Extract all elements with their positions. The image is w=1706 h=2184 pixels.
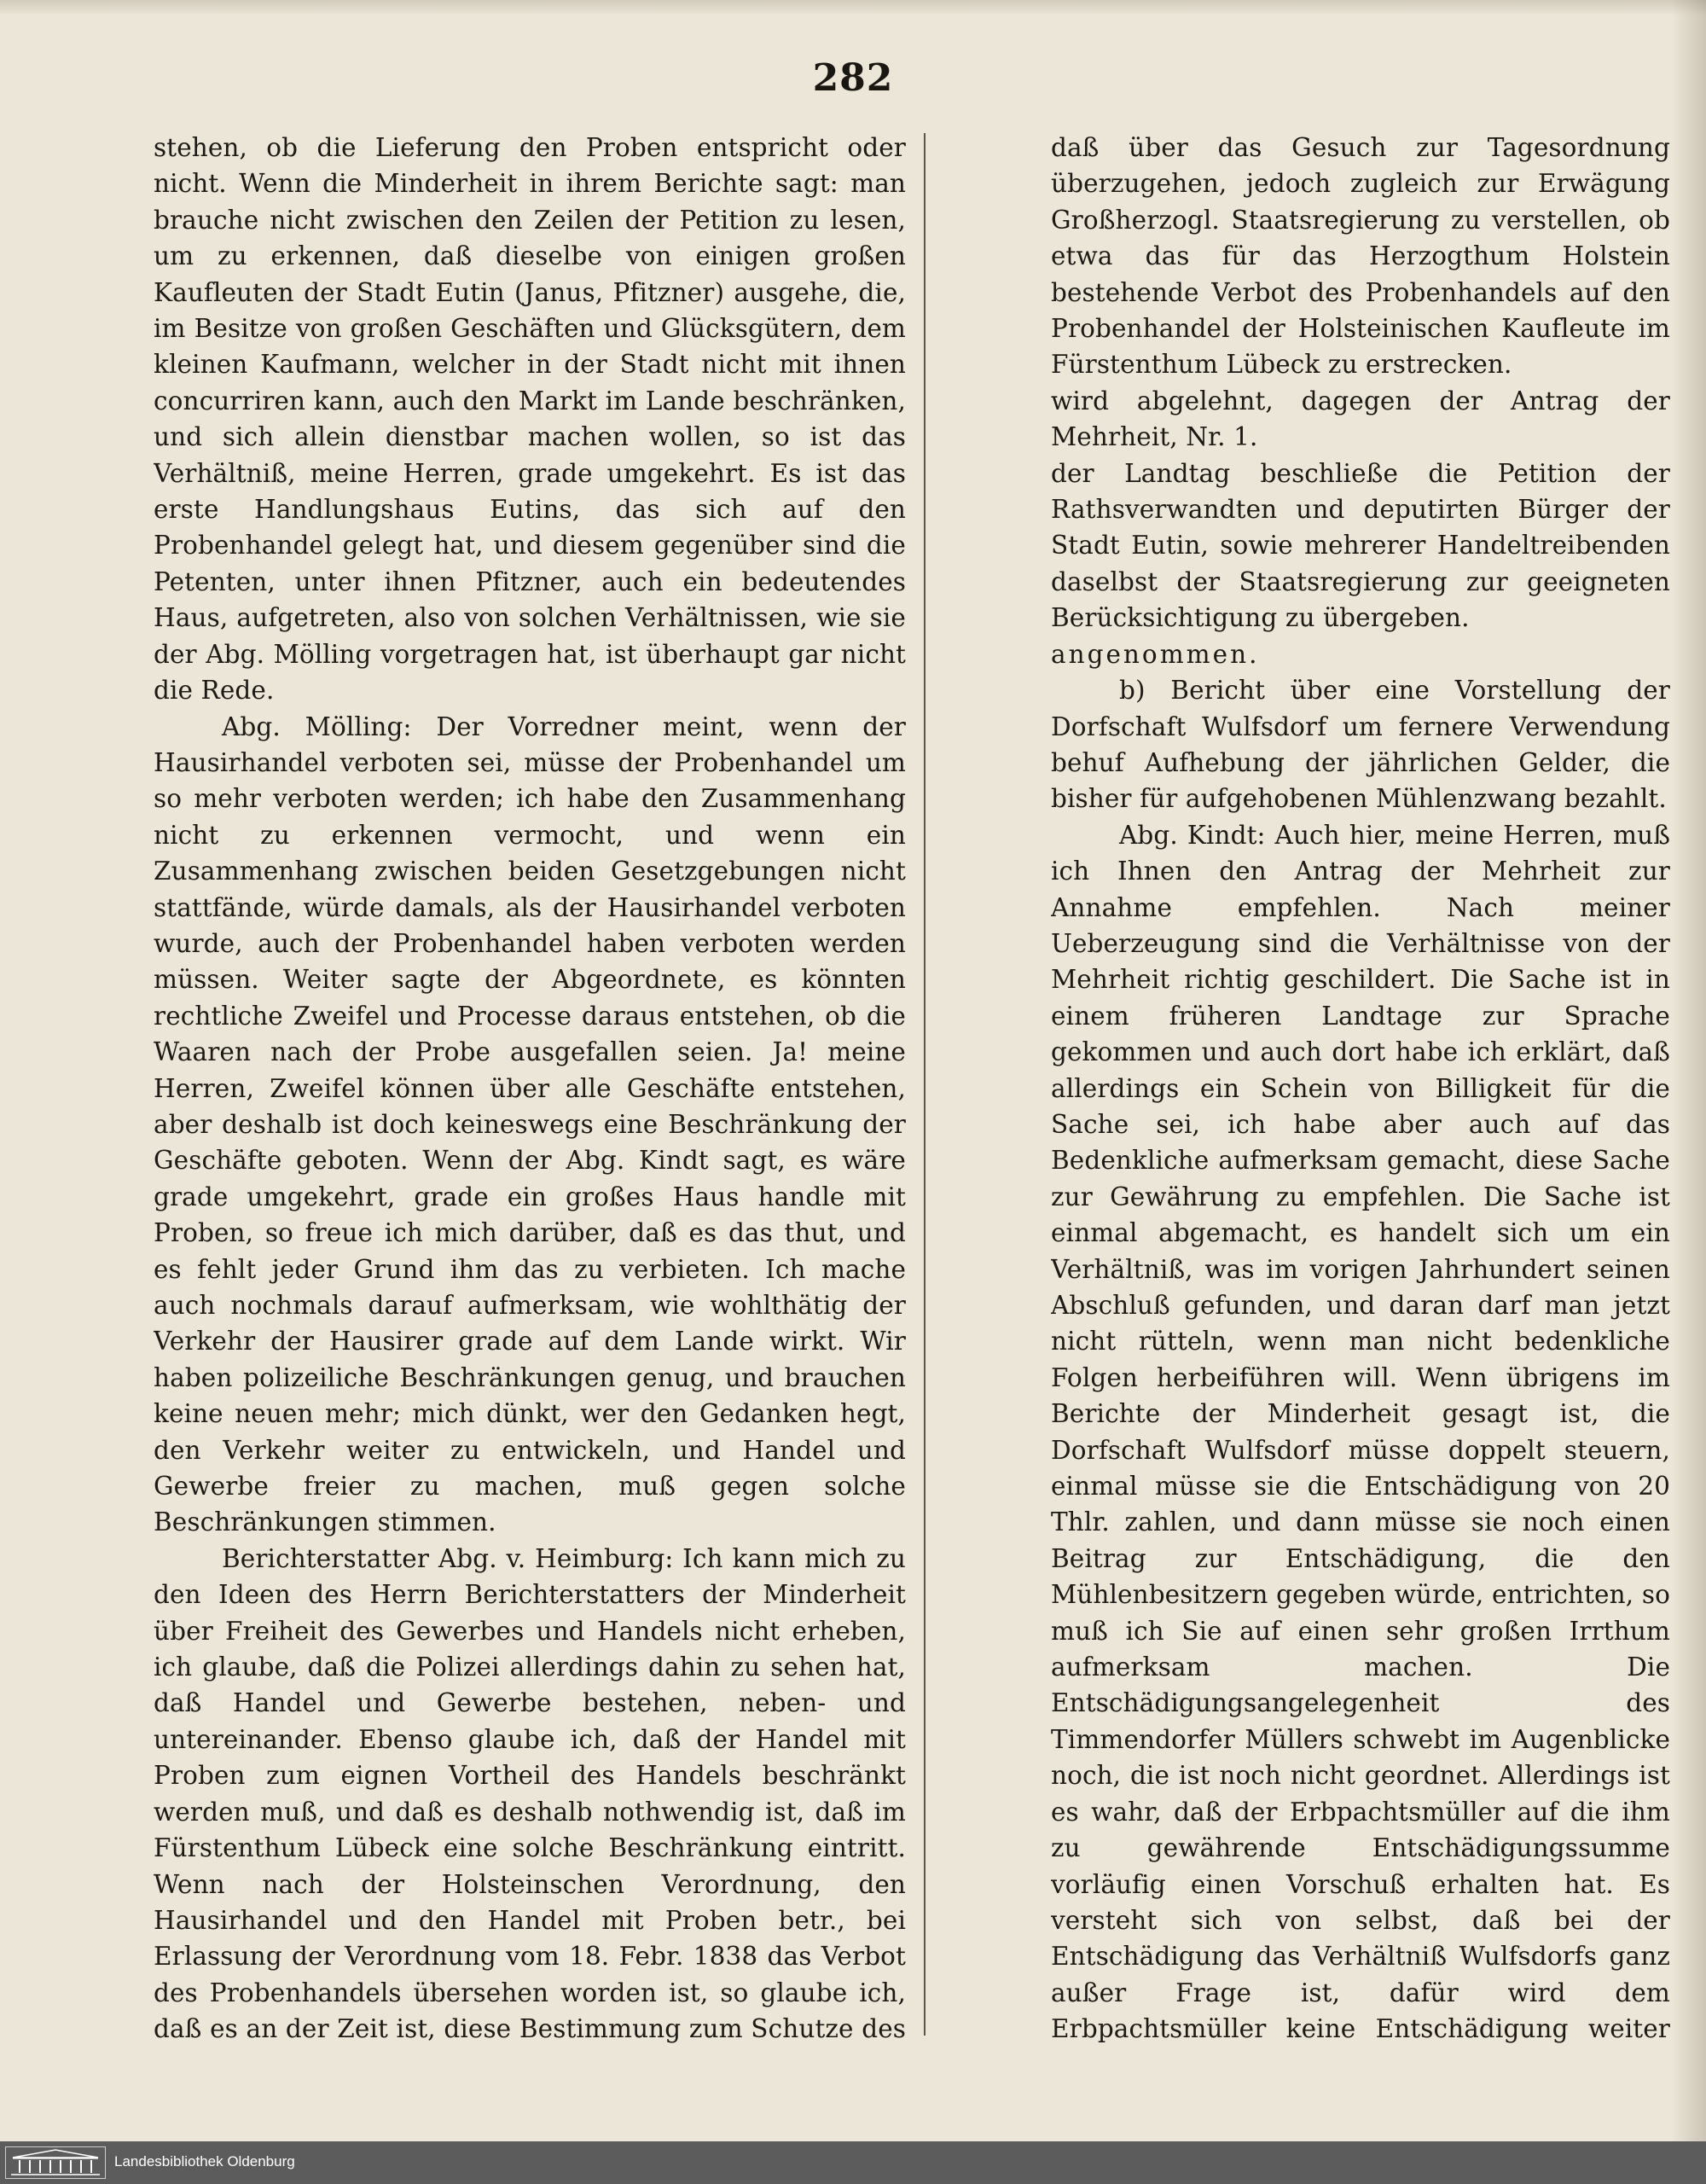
page-number: 282 — [812, 56, 894, 100]
right-paragraph-rejected: wird abgelehnt, dagegen der Antrag der Mehrheit, Nr. 1. — [1051, 386, 1670, 452]
left-column — [154, 130, 906, 2045]
footer-library-name: Landesbibliothek Oldenburg — [114, 2153, 295, 2169]
right-column — [1051, 130, 1670, 2045]
left-paragraph-moelling: Abg. Mölling: Der Vorredner meint, wenn der Hausirhandel verboten sei, müsse der Probenhandel um so mehr verboten werden; ich habe den Zusammenhang nicht zu erkennen vermocht, und wenn ein Zusammenhang zwischen beiden Gesetzgebungen nicht stattfände, würde damals, als der Hausirhandel verboten wurde, auch der Probenhandel haben verboten werden müssen. Weiter sagte der Abgeordnete, es könnten rechtliche Zweifel und Processe daraus entstehen, ob die Waaren nach der Probe ausgefallen seien. Ja! meine Herren, Zweifel können über alle Geschäfte entstehen, aber deshalb ist doch keineswegs eine Beschränkung der Geschäfte geboten. Wenn der Abg. Kindt sagt, es wäre grade umgekehrt, grade ein großes Haus handle mit Proben, so freue ich mich darüber, daß es das thut, und es fehlt jeder Grund ihm das zu verbieten. Ich mache auch nochmals darauf aufmerksam, wie wohlthätig der Verkehr der Hausirer grade auf dem Lande wirkt. Wir haben polizeiliche Beschränkungen genug, und brauchen keine neuen mehr; mich dünkt, wer den Gedanken hegt, den Verkehr weiter zu entwickeln, und Handel und Gewerbe freier zu machen, muß gegen solche Beschränkungen stimmen. — [154, 712, 906, 1537]
library-building-icon — [5, 2146, 106, 2179]
footer-bar — [0, 2141, 1706, 2184]
right-paragraph-motion-text: daß über das Gesuch zur Tagesordnung überzugehen, jedoch zugleich zur Erwägung Großherzogl. Staatsregierung zu verstellen, ob etwa das für das Herzogthum Holstein bestehende Verbot des Probenhandels auf den Probenhandel der Holsteinischen Kaufleute im Fürstenthum Lübeck zu erstrecken. — [1051, 133, 1670, 380]
left-paragraph-1: stehen, ob die Lieferung den Proben entspricht oder nicht. Wenn die Minderheit in ihrem Berichte sagt: man brauche nicht zwischen den Zeilen der Petition zu lesen, um zu erkennen, daß dieselbe von einigen großen Kaufleuten der Stadt Eutin (Janus, Pfitzner) ausgehe, die, im Besitze von großen Geschäften und Glücksgütern, dem kleinen Kaufmann, welcher in der Stadt nicht mit ihnen concurriren kann, auch den Markt im Lande beschränken, und sich allein dienstbar machen wollen, so ist das Verhältniß, meine Herren, grade umgekehrt. Es ist das erste Handlungshaus Eutins, das sich auf den Probenhandel gelegt hat, und diesem gegenüber sind die Petenten, unter ihnen Pfitzner, auch ein bedeutendes Haus, aufgetreten, also von solchen Verhältnissen, wie sie der Abg. Mölling vorgetragen hat, ist überhaupt gar nicht die Rede. — [154, 133, 906, 706]
page-top-edge — [0, 0, 1706, 15]
right-paragraph-accepted: angenommen. — [1051, 639, 1260, 669]
right-paragraph-majority-motion: der Landtag beschließe die Petition der Rathsverwandten und deputirten Bürger der Stadt Eutin, sowie mehrerer Handeltreibenden daselbst der Staatsregierung zur geeigneten Berücksichtigung zu übergeben. — [1051, 458, 1670, 633]
column-divider — [924, 133, 926, 2036]
left-paragraph-heimburg: Berichterstatter Abg. v. Heimburg: Ich kann mich zu den Ideen des Herrn Berichterstatters der Minderheit über Freiheit des Gewerbes und Handels nicht erheben, ich glaube, daß die Polizei allerdings dahin zu sehen hat, daß Handel und Gewerbe bestehen, neben- und untereinander. Ebenso glaube ich, daß der Handel mit Proben zum eignen Vortheil des Handels beschränkt werden muß, und daß es deshalb nothwendig ist, daß im Fürstenthum Lübeck eine solche Beschränkung eintritt. Wenn nach der Holsteinschen Verordnung, den Hausirhandel und den Handel mit Proben betr., bei Erlassung der Verordnung vom 18. Febr. 1838 das Verbot des Probenhandels übersehen worden ist, so glaube ich, daß es an der Zeit ist, diese Bestimmung zum Schutze des — [154, 1543, 906, 2044]
right-paragraph-kindt: Abg. Kindt: Auch hier, meine Herren, muß ich Ihnen den Antrag der Mehrheit zur Annahme empfehlen. Nach meiner Ueberzeugung sind die Verhältnisse von der Mehrheit richtig geschildert. Die Sache ist in einem früheren Landtage zur Sprache gekommen und auch dort habe ich erklärt, daß allerdings ein Schein von Billigkeit für die Sache sei, ich habe aber auch auf das Bedenkliche aufmerksam gemacht, diese Sache zur Gewährung zu empfehlen. Die Sache ist einmal abgemacht, es handelt sich um ein Verhältniß, was im vorigen Jahrhundert seinen Abschluß gefunden, und daran darf man jetzt nicht rütteln, wenn man nicht bedenkliche Folgen herbeiführen will. Wenn übrigens im Berichte der Minderheit gesagt ist, die Dorfschaft Wulfsdorf müsse doppelt steuern, einmal müsse sie die Entschädigung von 20 Thlr. zahlen, und dann müsse sie noch einen Beitrag zur Entschädigung, die den Mühlenbesitzern gegeben würde, entrichten, so muß ich Sie auf einen sehr großen Irrthum aufmerksam machen. Die Entschädigungsangelegenheit des Timmendorfer Müllers schwebt im Augenblicke noch, die ist noch nicht geordnet. Allerdings ist es wahr, daß der Erbpachtsmüller auf die ihm zu gewährende Entschädigungssumme vorläufig einen Vorschuß erhalten hat. Es versteht sich von selbst, daß bei der Entschädigung das Verhältniß Wulfsdorfs ganz außer Frage ist, dafür wird dem Erbpachtsmüller keine Entschädigung weiter — [1051, 820, 1670, 2044]
right-paragraph-report-b: b) Bericht über eine Vorstellung der Dorfschaft Wulfsdorf um fernere Verwendung behuf Aufhebung der jährlichen Gelder, die bisher für aufgehobenen Mühlenzwang bezahlt. — [1051, 676, 1670, 814]
page-edge-shadow — [1672, 0, 1706, 2141]
